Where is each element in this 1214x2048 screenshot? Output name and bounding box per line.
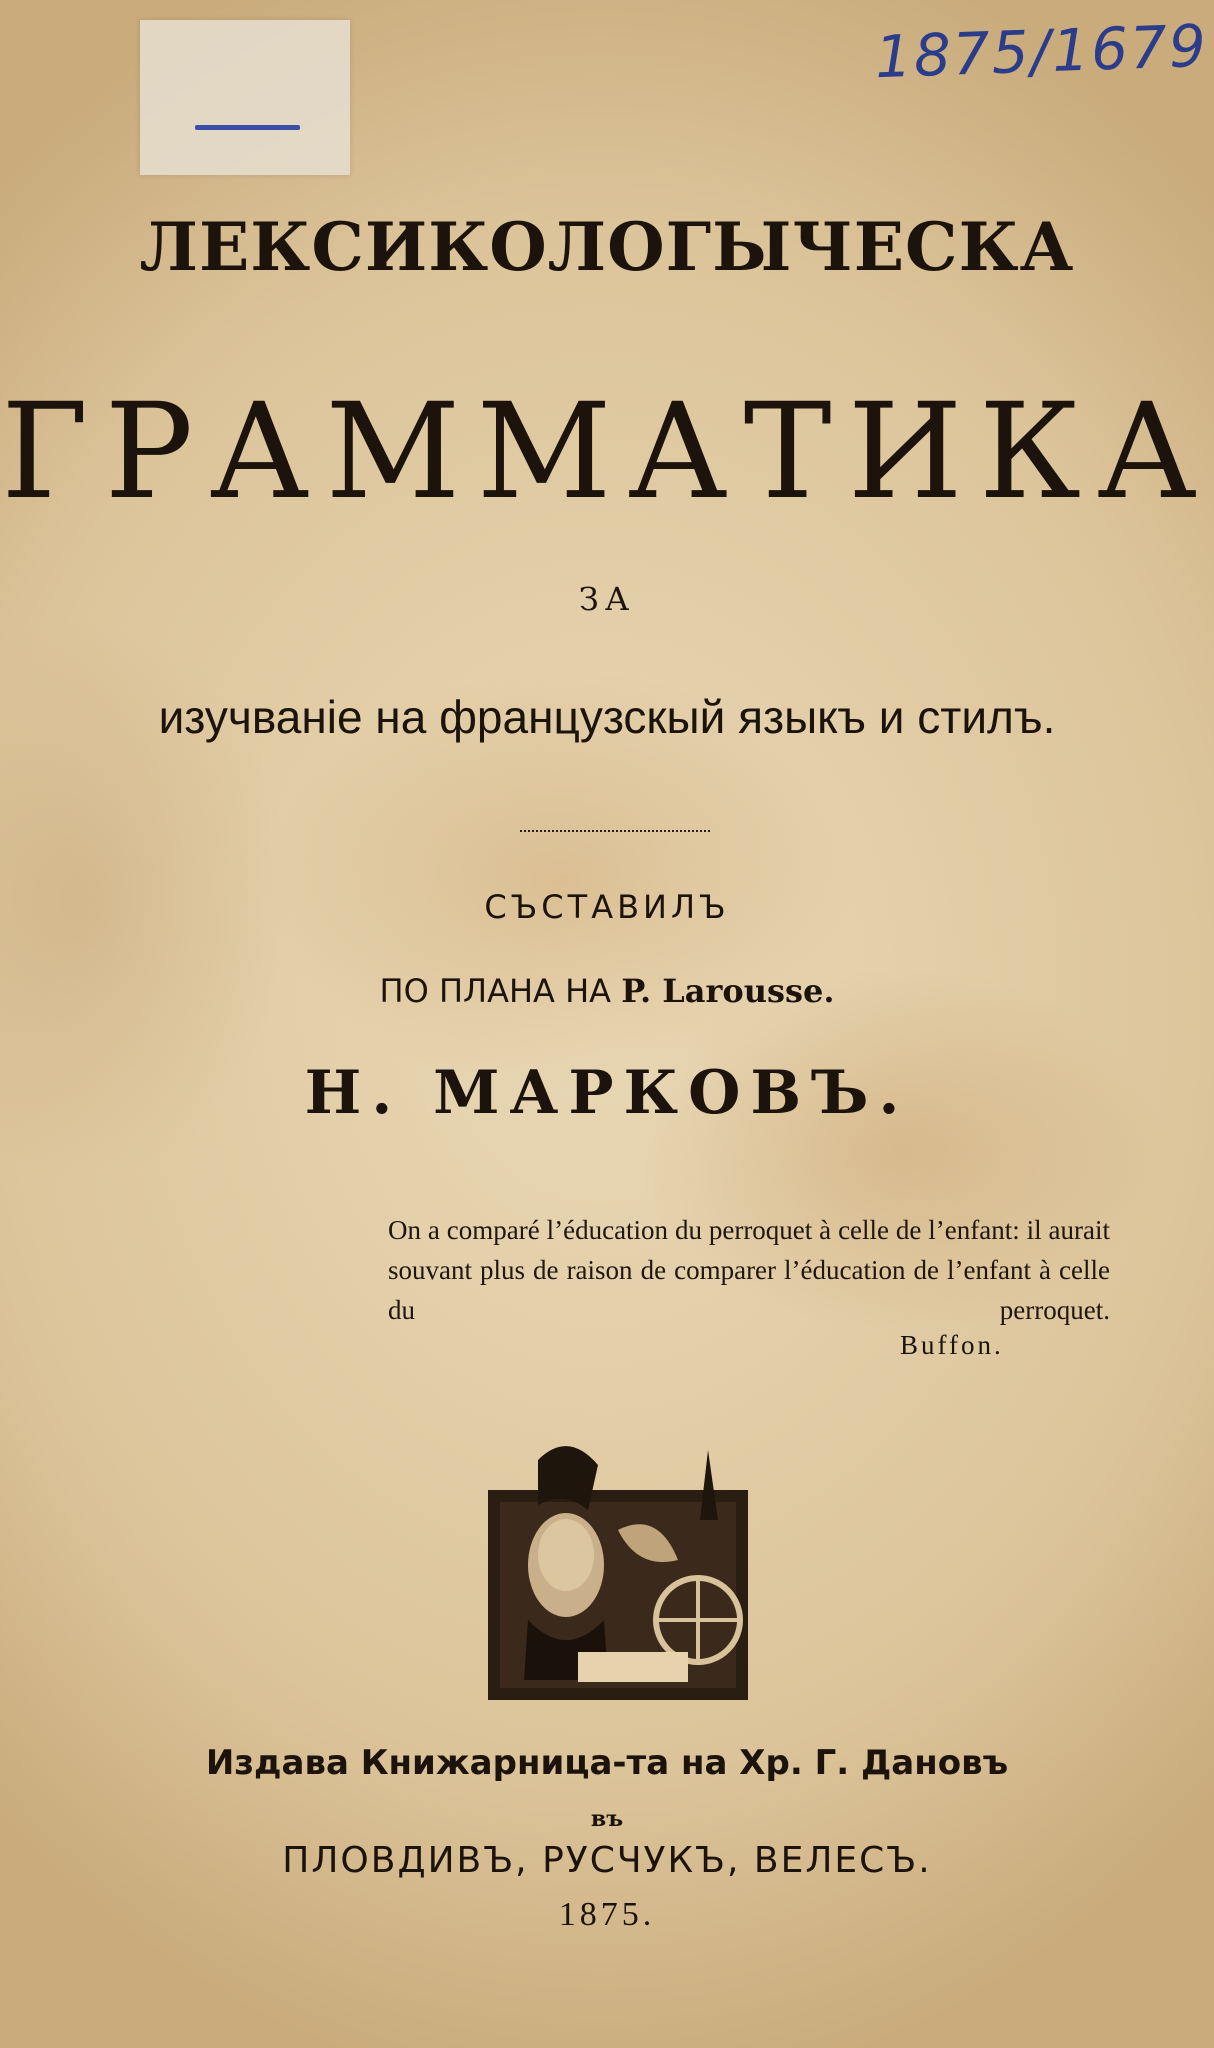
- title-za: ЗА: [578, 580, 636, 618]
- epigraph-attribution: Buffon.: [900, 1330, 1004, 1360]
- shelfmark: 1875/1679: [873, 11, 1209, 92]
- title-line-2: ГРАММАТИКА: [1, 375, 1213, 529]
- publisher-in: въ: [590, 1806, 624, 1832]
- printers-mark-emblem-icon: [468, 1420, 778, 1730]
- library-label-tape: [140, 20, 350, 175]
- compiled-label: СЪСТАВИЛЪ: [484, 888, 730, 926]
- publisher-cities: ПЛОВДИВЪ, РУСЧУКЪ, ВЕЛЕСЪ.: [282, 1840, 932, 1881]
- blue-pencil-mark: [195, 125, 300, 130]
- publisher-line: Издава Книжарница-та на Хр. Г. Дановъ: [205, 1743, 1009, 1783]
- publication-year: 1875.: [558, 1896, 656, 1933]
- epigraph: On a comparé l’éducation du perroquet à celle de l’enfant: il aurait souvant plus de raison de comparer l’éducation de l’enfant à celle du perroquet.: [388, 1215, 1110, 1325]
- decorative-rule: [520, 820, 710, 832]
- subtitle: изучваніе на французскый языкъ и стилъ.: [158, 691, 1056, 743]
- author-name: Н. МАРКОВЪ.: [304, 1058, 910, 1128]
- plan-author: P. Larousse.: [621, 972, 835, 1010]
- title-line-1: ЛЕКСИКОЛОГЫЧЕСКА: [139, 208, 1075, 286]
- plan-text: ПО ПЛАНА НА: [379, 972, 612, 1010]
- plan-line: [0, 972, 1214, 1010]
